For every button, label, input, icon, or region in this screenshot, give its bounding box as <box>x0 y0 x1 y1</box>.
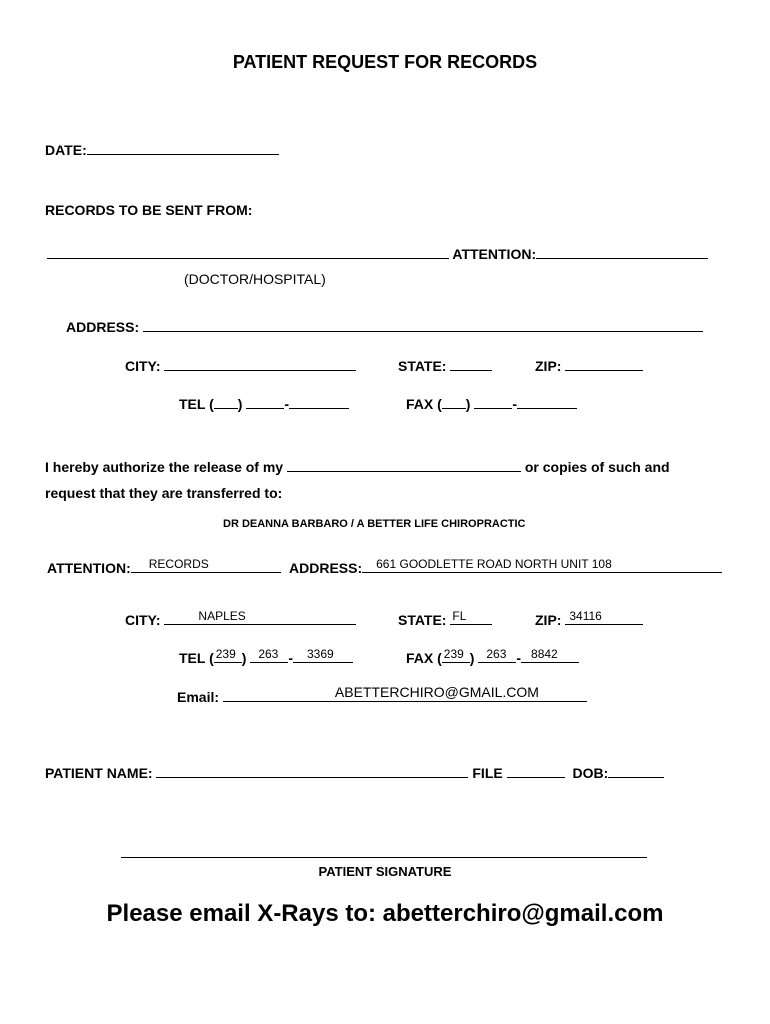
address-label: ADDRESS: <box>289 560 363 576</box>
from-tel-line-field[interactable] <box>289 396 349 409</box>
address-label: ADDRESS: <box>66 319 140 335</box>
from-fax-prefix-field[interactable] <box>474 396 512 409</box>
email-at: @ <box>444 684 459 700</box>
from-city-row <box>125 358 356 374</box>
to-tel-row <box>179 647 353 666</box>
records-type-field[interactable] <box>287 459 521 472</box>
authorization-text: I hereby authorize the release of my <box>45 459 284 475</box>
to-fax-line-value: 8842 <box>531 647 558 661</box>
from-zip-field[interactable] <box>565 358 643 371</box>
email-domain: GMAIL.COM <box>458 684 539 700</box>
to-zip-value: 34116 <box>569 609 602 623</box>
to-tel-area-value: 239 <box>215 647 236 661</box>
recipient-name: DR DEANNA BARBARO / A BETTER LIFE CHIROPRACTIC <box>223 518 526 530</box>
patient-name-label: PATIENT NAME: <box>45 765 153 781</box>
from-tel-prefix-field[interactable] <box>246 396 284 409</box>
attention-label: ATTENTION: <box>452 246 537 262</box>
to-attention-field[interactable] <box>131 557 281 573</box>
to-fax-line-field[interactable] <box>521 647 579 663</box>
paren: ) <box>241 650 247 666</box>
to-city-value: NAPLES <box>198 609 246 623</box>
email-value <box>335 684 539 700</box>
date-row <box>45 142 279 158</box>
to-state-field[interactable] <box>450 609 492 625</box>
to-tel-area-field[interactable] <box>214 647 242 663</box>
patient-name-field[interactable] <box>156 765 468 778</box>
signature-label: PATIENT SIGNATURE <box>318 864 452 879</box>
zip-label: ZIP: <box>535 612 562 628</box>
to-city-row <box>125 609 356 628</box>
to-zip-field[interactable] <box>565 609 643 625</box>
attention-field[interactable] <box>536 246 708 259</box>
to-tel-prefix-value: 263 <box>258 647 279 661</box>
fax-label: FAX ( <box>406 650 442 666</box>
doctor-hospital-caption: (DOCTOR/HOSPITAL) <box>184 271 326 287</box>
sent-from-row <box>47 246 708 262</box>
to-fax-row <box>406 647 579 666</box>
from-fax-area-field[interactable] <box>442 396 466 409</box>
paren: ) <box>465 396 471 412</box>
paren: ) <box>237 396 243 412</box>
from-address-row <box>66 319 703 335</box>
tel-label: TEL ( <box>179 396 214 412</box>
email-field[interactable] <box>223 684 587 702</box>
to-fax-prefix-field[interactable] <box>478 647 516 663</box>
date-label: DATE: <box>45 142 87 158</box>
to-tel-line-value: 3369 <box>306 647 334 661</box>
file-label: FILE <box>472 765 503 781</box>
dash: - <box>512 396 518 412</box>
authorization-text: or copies of such and <box>524 459 670 475</box>
from-state-row <box>398 358 492 374</box>
tel-label: TEL ( <box>179 650 214 666</box>
dash: - <box>516 650 522 666</box>
email-row <box>177 684 587 705</box>
from-address-field[interactable] <box>143 319 703 332</box>
dob-label: DOB: <box>572 765 609 781</box>
to-attention-row <box>47 557 281 576</box>
email-user: ABETTERCHIRO <box>334 684 445 700</box>
to-address-field[interactable] <box>362 557 722 573</box>
dash: - <box>288 650 293 666</box>
dash: - <box>284 396 289 412</box>
state-label: STATE: <box>398 358 447 374</box>
page-title: PATIENT REQUEST FOR RECORDS <box>232 52 538 72</box>
to-tel-prefix-field[interactable] <box>250 647 288 663</box>
patient-row <box>45 765 664 781</box>
email-label: Email: <box>177 689 220 705</box>
sent-from-label: RECORDS TO BE SENT FROM: <box>45 202 253 218</box>
attention-label: ATTENTION: <box>47 560 131 576</box>
file-field[interactable] <box>507 765 565 778</box>
city-label: CITY: <box>125 612 161 628</box>
to-fax-prefix-value: 263 <box>486 647 507 661</box>
to-city-field[interactable] <box>164 609 356 625</box>
authorization-line-2: request that they are transferred to: <box>45 485 283 501</box>
to-address-row <box>289 557 722 576</box>
from-city-field[interactable] <box>164 358 356 371</box>
doctor-hospital-field[interactable] <box>47 246 449 259</box>
to-tel-line-field[interactable] <box>293 647 353 663</box>
email-instructions: Please email X-Rays to: abetterchiro@gmail.com <box>106 900 664 927</box>
from-fax-line-field[interactable] <box>517 396 577 409</box>
from-zip-row <box>535 358 643 374</box>
to-attention-value: RECORDS <box>148 557 209 571</box>
fax-label: FAX ( <box>406 396 442 412</box>
to-address-value: 661 GOODLETTE ROAD NORTH UNIT 108 <box>376 557 612 571</box>
to-zip-row <box>535 609 643 628</box>
city-label: CITY: <box>125 358 161 374</box>
to-fax-area-value: 239 <box>443 647 464 661</box>
zip-label: ZIP: <box>535 358 562 374</box>
paren: ) <box>469 650 475 666</box>
to-state-value: FL <box>452 609 467 623</box>
signature-field[interactable] <box>121 845 647 858</box>
from-tel-area-field[interactable] <box>214 396 238 409</box>
from-fax-row <box>406 396 577 412</box>
dob-field[interactable] <box>608 765 664 778</box>
from-tel-row <box>179 396 349 412</box>
authorization-line-1 <box>45 459 670 475</box>
date-field[interactable] <box>87 142 279 155</box>
to-fax-area-field[interactable] <box>442 647 470 663</box>
to-state-row <box>398 609 492 628</box>
from-state-field[interactable] <box>450 358 492 371</box>
state-label: STATE: <box>398 612 447 628</box>
